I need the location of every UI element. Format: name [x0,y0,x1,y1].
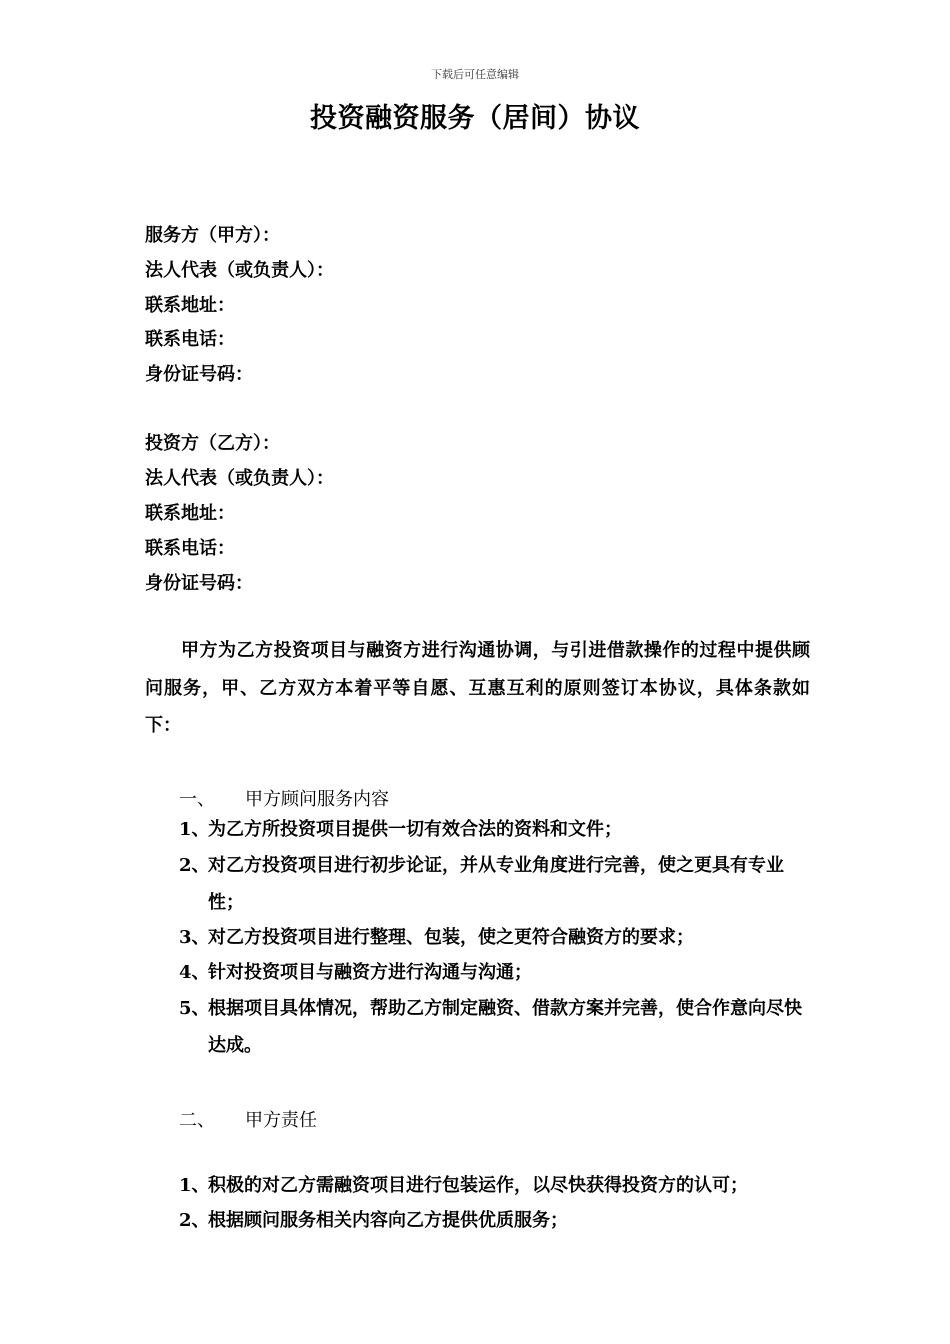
party-b-legal-rep: 法人代表（或负责人）： [145,468,334,489]
list-item-text: 根据顾问服务相关内容向乙方提供优质服务； [208,1210,568,1231]
list-item [179,847,809,921]
list-item-number: 1、 [179,819,210,840]
list-item [179,954,809,991]
list-item-text: 根据项目具体情况，帮助乙方制定融资、借款方案并完善，使合作意向尽快达成。 [208,998,802,1056]
list-item-text: 积极的对乙方需融资项目进行包装运作，以尽快获得投资方的认可； [208,1175,748,1196]
intro-paragraph: 甲方为乙方投资项目与融资方进行沟通协调，与引进借款操作的过程中提供顾问服务，甲、乙方双方本着平等自愿、互惠互利的原则签订本协议，具体条款如下： [145,640,810,736]
party-a-phone: 联系电话： [145,329,235,350]
party-b-phone: 联系电话： [145,538,235,559]
section-1-heading [179,785,389,811]
list-item [179,1202,809,1239]
list-item [179,1167,809,1204]
list-item-number: 2、 [179,1210,210,1231]
list-item [179,990,809,1064]
party-b-address: 联系地址： [145,503,235,524]
party-a-label: 服务方（甲方）： [145,225,280,246]
list-item-text: 对乙方投资项目进行整理、包装，使之更符合融资方的要求； [208,927,694,948]
list-item-number: 1、 [179,1175,210,1196]
section-1-title: 甲方顾问服务内容 [245,789,389,810]
party-b-label: 投资方（乙方）： [145,433,280,454]
section-2-number: 二、 [179,1110,215,1131]
header-note: 下载后可任意编辑 [431,68,519,81]
party-a-address: 联系地址： [145,295,235,316]
document-title: 投资融资服务（居间）协议 [310,103,640,134]
list-item-text: 针对投资项目与融资方进行沟通与沟通； [208,962,532,983]
list-item-number: 2、 [179,855,210,876]
section-2-heading [179,1106,317,1132]
section-2-title: 甲方责任 [245,1110,317,1131]
party-a-legal-rep: 法人代表（或负责人）： [145,260,334,281]
list-item-text: 对乙方投资项目进行初步论证，并从专业角度进行完善，使之更具有专业性； [208,855,784,913]
list-item-number: 3、 [179,927,210,948]
list-item [179,811,809,848]
section-1-number: 一、 [179,789,215,810]
list-item-number: 4、 [179,962,210,983]
list-item [179,919,809,956]
party-a-id-number: 身份证号码： [145,364,253,385]
list-item-number: 5、 [179,998,210,1019]
list-item-text: 为乙方所投资项目提供一切有效合法的资料和文件； [208,819,622,840]
party-b-id-number: 身份证号码： [145,573,253,594]
